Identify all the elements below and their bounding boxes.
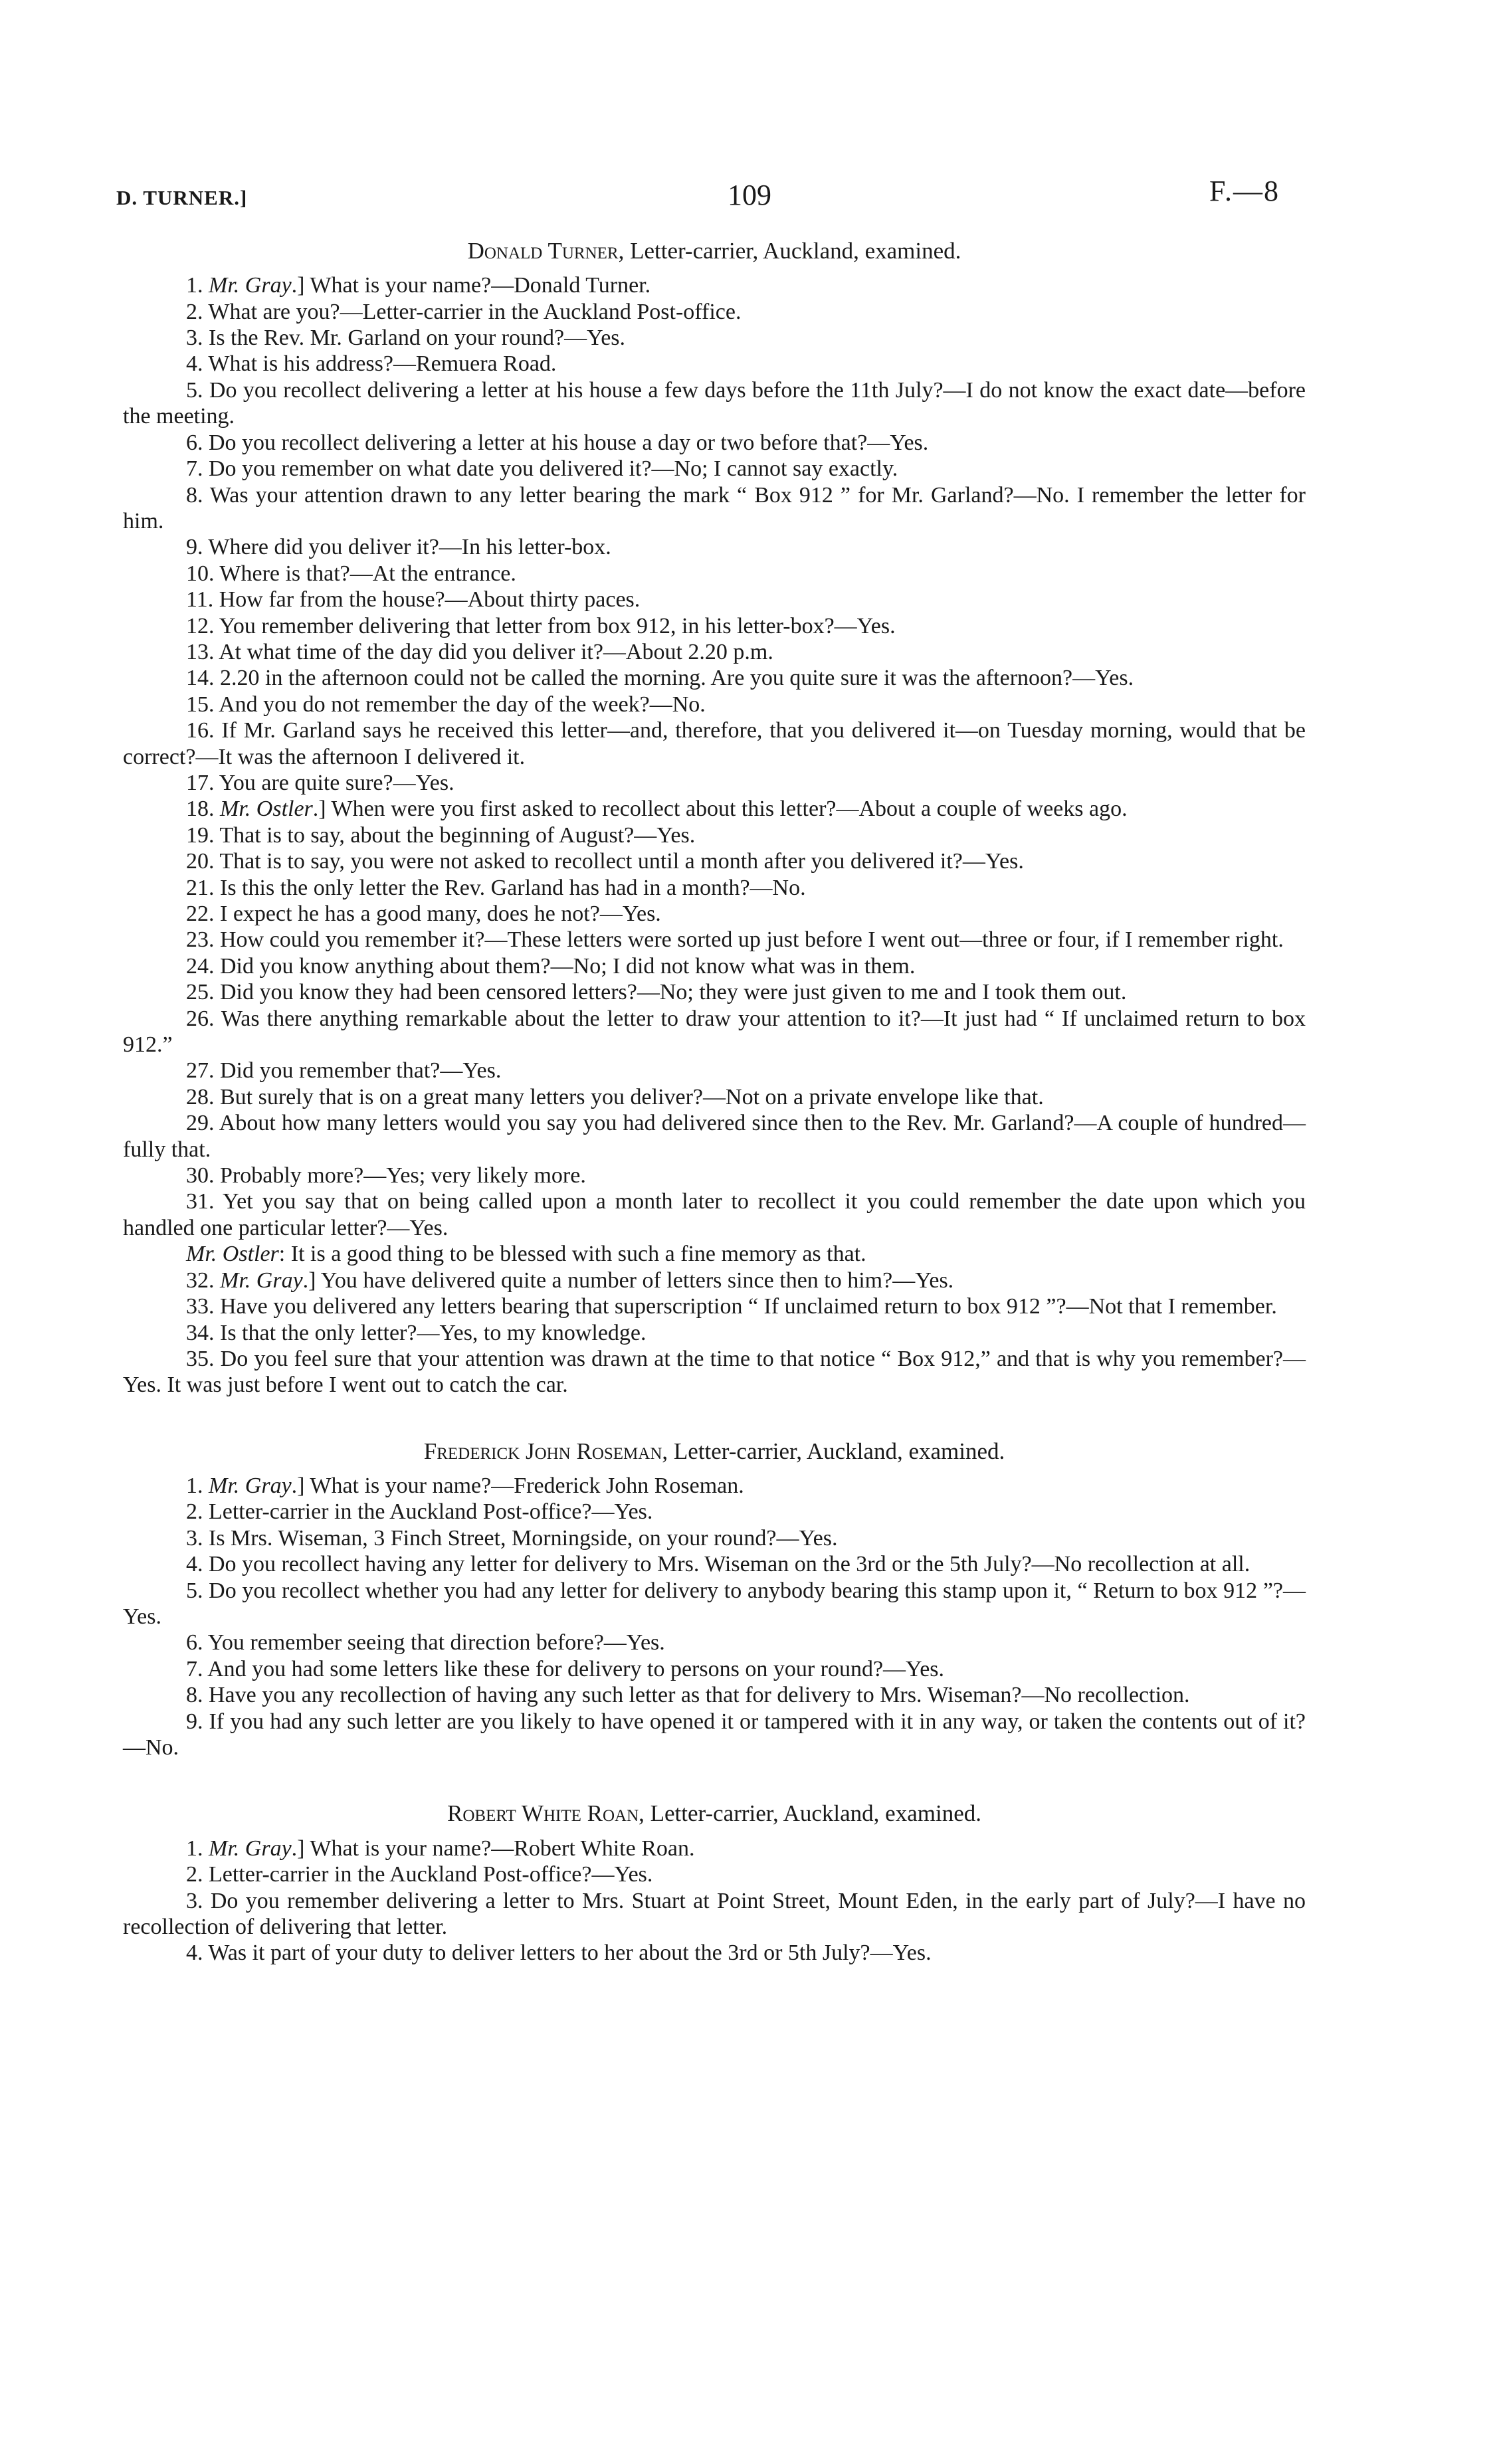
question-paragraph: 17. You are quite sure?—Yes. — [186, 770, 454, 795]
witness-name: Donald Turner — [467, 238, 619, 264]
question-paragraph: 33. Have you delivered any letters bearing that superscription “ If unclaimed return to box 912 ”?—Not that I remember. — [186, 1294, 1277, 1319]
question-paragraph: 24. Did you know anything about them?—No; I did not know what was in them. — [186, 953, 916, 979]
question-paragraph: 20. That is to say, you were not asked to recollect until a month after you delivered it?—Yes. — [186, 849, 1024, 874]
question-paragraph: 29. About how many letters would you say you had delivered since then to the Rev. Mr. Garland?—A couple of hundred—fully that. — [123, 1111, 1306, 1162]
question-paragraph: 6. Do you recollect delivering a letter at his house a day or two before that?—Yes. — [186, 430, 929, 455]
question-paragraph: 2. Letter-carrier in the Auckland Post-office?—Yes. — [186, 1862, 653, 1887]
question-paragraph: 32. Mr. Gray.] You have delivered quite a number of letters since then to him?—Yes. — [186, 1268, 954, 1293]
question-paragraph: 14. 2.20 in the afternoon could not be called the morning. Are you quite sure it was the afternoon?—Yes. — [186, 666, 1134, 691]
question-paragraph: 35. Do you feel sure that your attention was drawn at the time to that notice “ Box 912,” and that is why you remember?—Yes. It was just before I went out to catch the car. — [123, 1346, 1306, 1398]
question-paragraph: 21. Is this the only letter the Rev. Garland has had in a month?—No. — [186, 875, 806, 900]
question-paragraph: 34. Is that the only letter?—Yes, to my knowledge. — [186, 1320, 647, 1345]
question-paragraph: 30. Probably more?—Yes; very likely more. — [186, 1163, 586, 1188]
question-paragraph: 13. At what time of the day did you deliver it?—About 2.20 p.m. — [186, 639, 773, 664]
section-heading-roseman — [123, 1438, 1306, 1465]
question-paragraph: 1. Mr. Gray.] What is your name?—Robert White Roan. — [186, 1836, 695, 1861]
question-paragraph: 9. If you had any such letter are you likely to have opened it or tampered with it in any way, or taken the contents out of it?—No. — [123, 1709, 1306, 1760]
question-paragraph: 3. Is the Rev. Mr. Garland on your round?—Yes. — [186, 326, 626, 351]
body-text — [123, 238, 1306, 1966]
question-paragraph: 7. Do you remember on what date you delivered it?—No; I cannot say exactly. — [186, 456, 898, 482]
page-number: 109 — [728, 179, 771, 211]
question-paragraph: 7. And you had some letters like these for delivery to persons on your round?—Yes. — [186, 1656, 945, 1681]
question-paragraph: 4. Was it part of your duty to deliver letters to her about the 3rd or 5th July?—Yes. — [186, 1941, 932, 1966]
question-paragraph: 4. Do you recollect having any letter for delivery to Mrs. Wiseman on the 3rd or the 5th July?—No recollection at all. — [186, 1552, 1250, 1577]
question-paragraph: 31. Yet you say that on being called upon a month later to recollect it you could remember the date upon which you handled one particular letter?—Yes. — [123, 1189, 1306, 1240]
question-paragraph: 18. Mr. Ostler.] When were you first asked to recollect about this letter?—About a couple of weeks ago. — [186, 797, 1128, 822]
question-paragraph: 4. What is his address?—Remuera Road. — [186, 351, 557, 377]
header-witness-name: D. TURNER.] — [116, 186, 248, 209]
witness-role: , Letter-carrier, Auckland, examined. — [639, 1800, 981, 1827]
question-paragraph: 23. How could you remember it?—These letters were sorted up just before I went out—three or four, if I remember right. — [186, 927, 1284, 953]
question-paragraph: 26. Was there anything remarkable about the letter to draw your attention to it?—It just had “ If unclaimed return to box 912.” — [123, 1006, 1306, 1058]
question-paragraph: 3. Is Mrs. Wiseman, 3 Finch Street, Morningside, on your round?—Yes. — [186, 1525, 838, 1551]
remark-paragraph: Mr. Ostler: It is a good thing to be blessed with such a fine memory as that. — [186, 1242, 866, 1267]
witness-name: Frederick John Roseman — [423, 1438, 662, 1464]
question-paragraph: 15. And you do not remember the day of the week?—No. — [186, 692, 706, 717]
question-paragraph: 6. You remember seeing that direction before?—Yes. — [186, 1630, 665, 1656]
question-paragraph: 2. What are you?—Letter-carrier in the Auckland Post-office. — [186, 299, 742, 324]
question-paragraph: 3. Do you remember delivering a letter to Mrs. Stuart at Point Street, Mount Eden, in the early part of July?—I have no recollection of delivering that letter. — [123, 1888, 1306, 1939]
question-paragraph: 1. Mr. Gray.] What is your name?—Frederick John Roseman. — [186, 1473, 744, 1498]
question-paragraph: 5. Do you recollect delivering a letter at his house a few days before the 11th July?—I do not know the exact date—before the meeting. — [123, 377, 1306, 429]
question-paragraph: 28. But surely that is on a great many letters you deliver?—Not on a private envelope like that. — [186, 1084, 1044, 1109]
question-paragraph: 10. Where is that?—At the entrance. — [186, 561, 516, 586]
question-paragraph: 5. Do you recollect whether you had any letter for delivery to anybody bearing this stamp upon it, “ Return to box 912 ”?—Yes. — [123, 1578, 1306, 1629]
question-paragraph: 11. How far from the house?—About thirty paces. — [186, 587, 641, 613]
witness-role: , Letter-carrier, Auckland, examined. — [662, 1438, 1005, 1464]
question-paragraph: 16. If Mr. Garland says he received this letter—and, therefore, that you delivered it—on Tuesday morning, would that be correct?—It was the afternoon I delivered it. — [123, 718, 1306, 769]
section-heading-roan — [123, 1800, 1306, 1827]
question-paragraph: 1. Mr. Gray.] What is your name?—Donald Turner. — [186, 273, 651, 298]
question-paragraph: 27. Did you remember that?—Yes. — [186, 1058, 502, 1084]
question-paragraph: 9. Where did you deliver it?—In his letter-box. — [186, 535, 611, 560]
document-code: F.—8 — [1209, 175, 1280, 207]
question-paragraph: 12. You remember delivering that letter from box 912, in his letter-box?—Yes. — [186, 613, 896, 638]
witness-name: Robert White Roan — [447, 1800, 639, 1827]
question-paragraph: 19. That is to say, about the beginning of August?—Yes. — [186, 822, 696, 848]
question-paragraph: 22. I expect he has a good many, does he not?—Yes. — [186, 901, 661, 926]
question-paragraph: 25. Did you know they had been censored letters?—No; they were just given to me and I took them out. — [186, 980, 1127, 1005]
question-paragraph: 2. Letter-carrier in the Auckland Post-office?—Yes. — [186, 1499, 653, 1525]
witness-role: , Letter-carrier, Auckland, examined. — [618, 238, 961, 264]
question-paragraph: 8. Have you any recollection of having any such letter as that for delivery to Mrs. Wiseman?—No recollection. — [186, 1683, 1190, 1708]
section-heading-turner — [123, 238, 1306, 264]
question-paragraph: 8. Was your attention drawn to any letter bearing the mark “ Box 912 ” for Mr. Garland?—No. I remember the letter for him. — [123, 482, 1306, 533]
